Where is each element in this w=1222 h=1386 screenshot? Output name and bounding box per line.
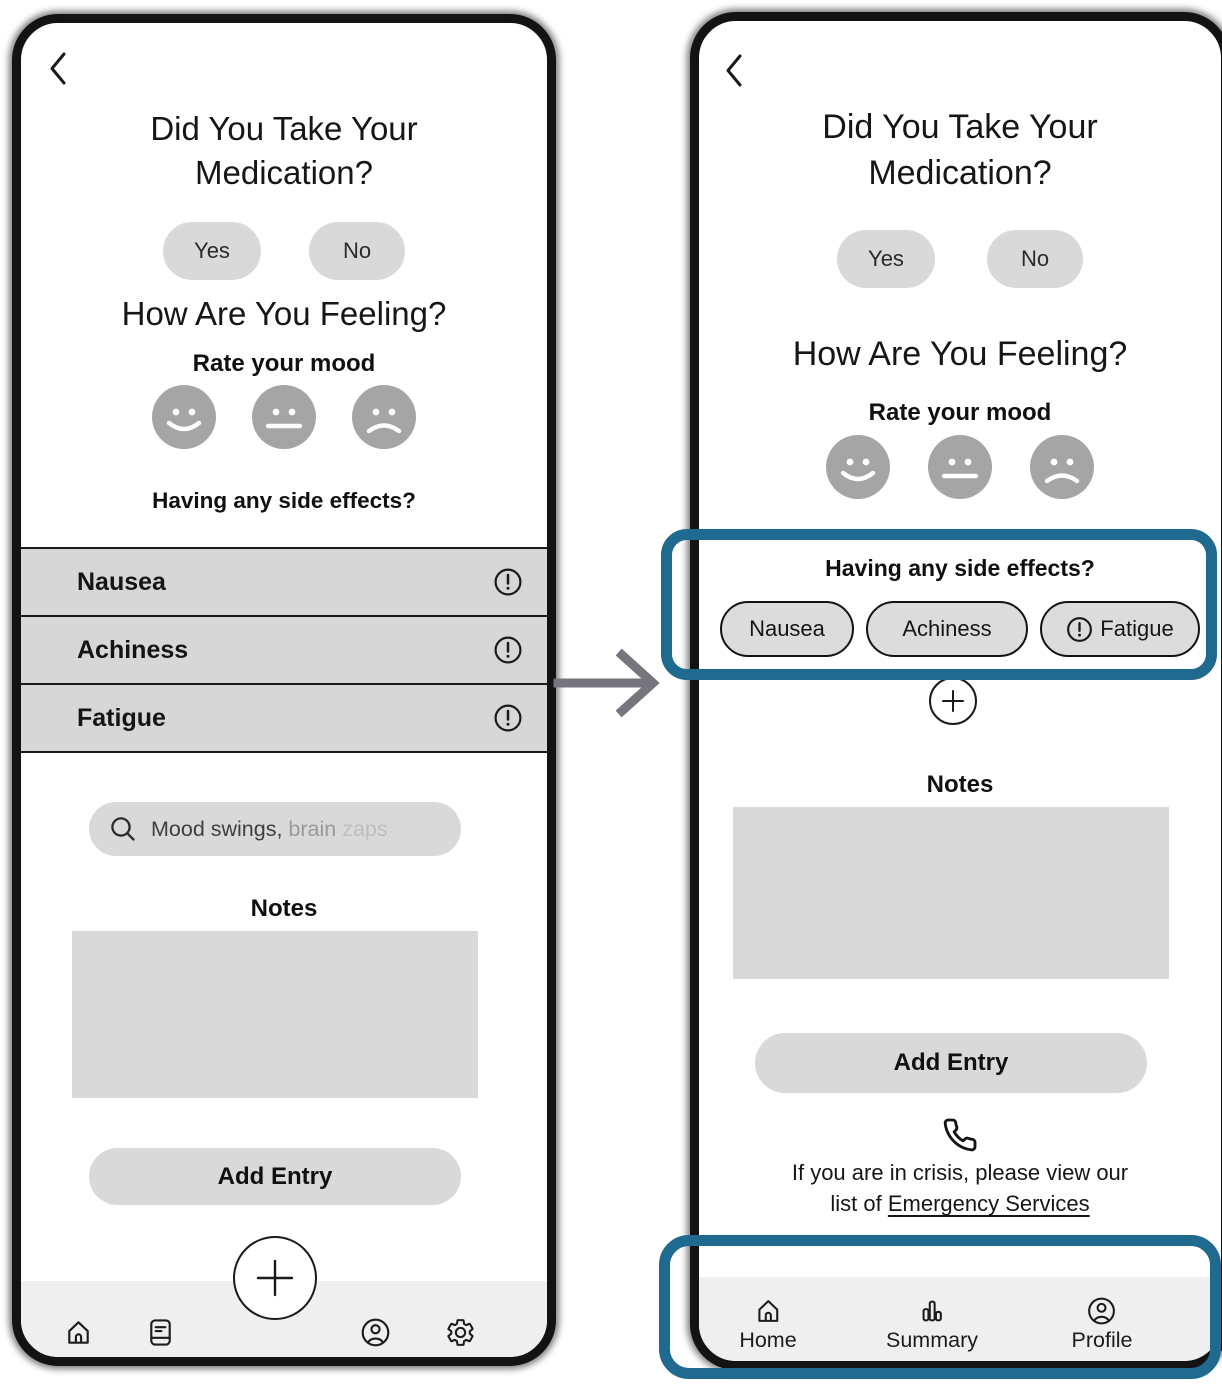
notes-label: Notes <box>926 771 994 798</box>
notes-label: Notes <box>250 895 318 922</box>
crisis-prefix: list of <box>830 1191 888 1217</box>
back-icon[interactable] <box>721 53 747 89</box>
alert-circle-icon[interactable] <box>437 703 523 733</box>
nav-label: Profile <box>1071 1328 1133 1352</box>
add-entry-button[interactable]: Add Entry <box>755 1033 1147 1093</box>
chip-label: Achiness <box>902 616 992 641</box>
search-icon <box>109 815 137 843</box>
side-effect-row-fatigue[interactable] <box>21 685 547 753</box>
alert-circle-icon[interactable] <box>437 635 523 665</box>
phone-after <box>690 12 1222 1370</box>
yes-button[interactable]: Yes <box>163 222 261 280</box>
rate-mood-label: Rate your mood <box>192 350 376 377</box>
neutral-face-icon[interactable] <box>928 435 992 499</box>
sad-face-icon[interactable] <box>352 385 416 449</box>
phone-after-screen <box>699 21 1221 1361</box>
search-placeholder: Mood swings, brain zaps <box>151 816 388 841</box>
happy-face-icon[interactable] <box>826 435 890 499</box>
back-icon[interactable] <box>45 51 71 87</box>
no-button[interactable]: No <box>987 230 1083 288</box>
page-title: Did You Take Your Medication? <box>150 110 418 192</box>
phone-before <box>12 14 556 1366</box>
home-icon[interactable] <box>63 1317 94 1348</box>
side-effect-name: Fatigue <box>77 703 166 732</box>
mood-face-group <box>699 435 1221 499</box>
happy-face-icon[interactable] <box>152 385 216 449</box>
chip-label: Nausea <box>749 616 825 641</box>
add-plus-button[interactable] <box>233 1236 317 1320</box>
nav-label: Home <box>739 1328 797 1352</box>
profile-icon[interactable] <box>360 1317 391 1348</box>
callout-bottom-nav <box>659 1235 1221 1379</box>
page-title: Did You Take Your Medication? <box>822 108 1098 192</box>
side-effects-label: Having any side effects? <box>152 488 416 513</box>
nav-label: Summary <box>886 1328 978 1352</box>
medication-answer-group <box>21 222 547 280</box>
notes-input[interactable] <box>733 807 1169 979</box>
add-side-effect-button[interactable] <box>929 677 977 725</box>
transition-arrow <box>550 645 670 725</box>
feeling-title: How Are You Feeling? <box>792 335 1128 373</box>
side-effects-list <box>21 547 547 753</box>
mood-face-group <box>21 385 547 449</box>
journal-icon[interactable] <box>145 1317 176 1348</box>
crisis-line2 <box>699 1188 1221 1219</box>
rate-mood-label: Rate your mood <box>868 399 1052 426</box>
emergency-services-link[interactable]: Emergency Services <box>887 1191 1090 1217</box>
crisis-line1: If you are in crisis, please view our <box>791 1160 1129 1185</box>
callout-side-effects <box>661 529 1217 680</box>
crisis-message <box>699 1157 1221 1219</box>
alert-circle-icon[interactable] <box>437 567 523 597</box>
search-input[interactable] <box>89 802 461 856</box>
sad-face-icon[interactable] <box>1030 435 1094 499</box>
side-effect-row-nausea[interactable] <box>21 549 547 617</box>
add-entry-button[interactable]: Add Entry <box>89 1148 461 1205</box>
side-effects-label: Having any side effects? <box>825 555 1095 581</box>
side-effect-row-achiness[interactable] <box>21 617 547 685</box>
no-button[interactable]: No <box>309 222 405 280</box>
phone-receiver-icon <box>699 1117 1221 1153</box>
phone-before-screen <box>21 23 547 1357</box>
side-effect-name: Achiness <box>77 635 189 664</box>
feeling-title: How Are You Feeling? <box>121 295 447 332</box>
notes-input[interactable] <box>72 931 478 1098</box>
medication-answer-group <box>699 230 1221 288</box>
side-effect-name: Nausea <box>77 567 166 596</box>
yes-button[interactable]: Yes <box>837 230 935 288</box>
chip-label: Fatigue <box>1100 616 1174 641</box>
settings-gear-icon[interactable] <box>445 1317 476 1348</box>
neutral-face-icon[interactable] <box>252 385 316 449</box>
